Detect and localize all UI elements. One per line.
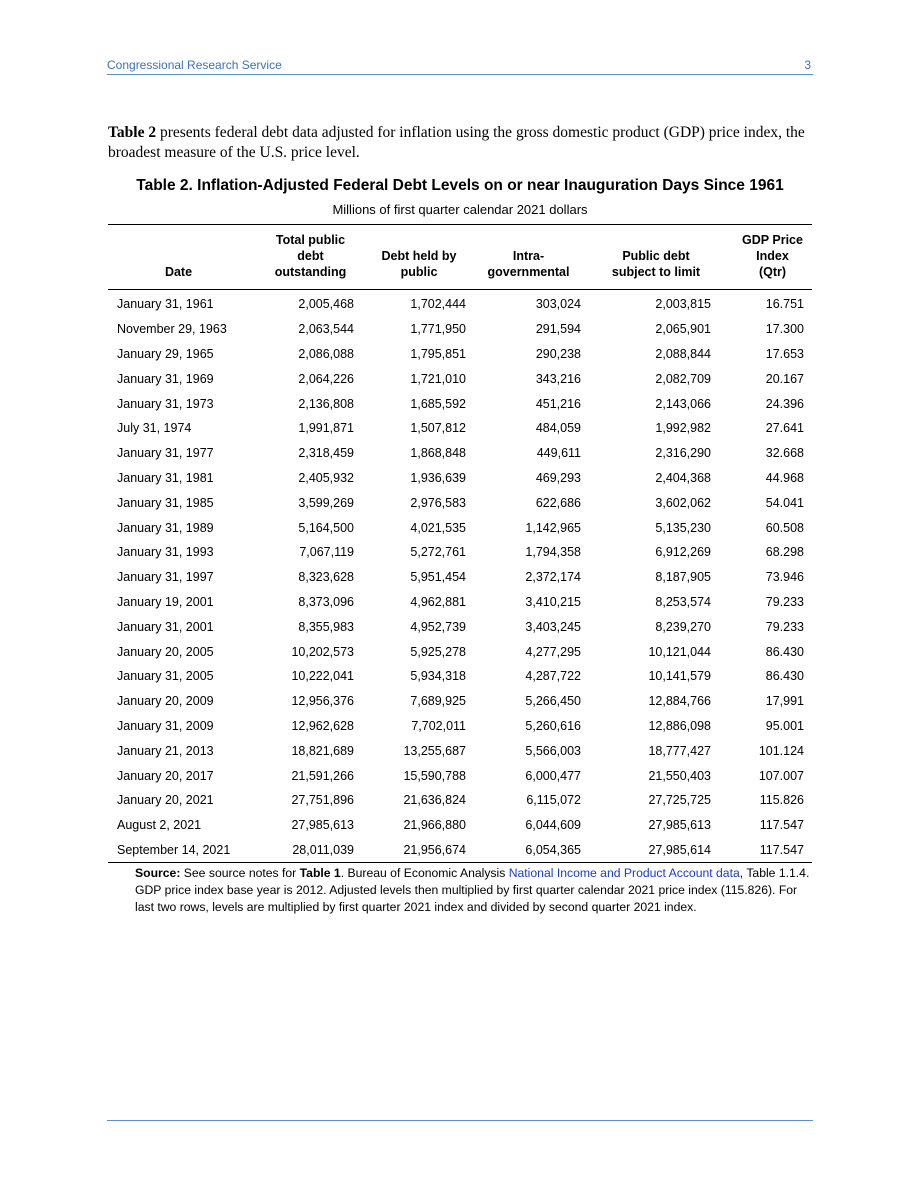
row-value: 484,059 [535,421,581,436]
col-header-subject-limit: Public debt subject to limit [611,249,701,279]
row-date: November 29, 1963 [117,322,227,337]
row-value: 6,054,365 [525,842,581,857]
row-value: 5,934,318 [410,669,466,684]
row-value: 5,135,230 [655,520,711,535]
row-value: 2,316,290 [655,446,711,461]
row-value: 2,318,459 [298,446,354,461]
row-value: 469,293 [535,470,581,485]
row-value: 1,795,851 [410,346,466,361]
row-value: 5,260,616 [525,718,581,733]
row-value: 10,222,041 [291,669,354,684]
row-date: August 2, 2021 [117,818,202,833]
table-row [108,590,812,615]
row-value: 1,991,871 [298,421,354,436]
table-row [108,614,812,639]
table-row [108,763,812,788]
row-value: 1,992,982 [655,421,711,436]
intro-text: presents federal debt data adjusted for inflation using the gross domestic product (GDP) price index, the broadest measure of the U.S. price level. [108,124,805,161]
row-date: January 31, 2009 [117,718,214,733]
row-value: 101.124 [758,743,804,758]
row-value: 6,115,072 [526,793,581,808]
row-value: 622,686 [535,495,581,510]
row-value: 3,410,215 [525,594,581,609]
row-value: 107.007 [758,768,804,783]
row-value: 1,794,358 [525,545,581,560]
table-subtitle: Millions of first quarter calendar 2021 dollars [332,202,588,217]
row-date: January 31, 1969 [117,371,214,386]
row-value: 8,373,096 [298,594,354,609]
table-row [108,441,812,466]
row-value: 12,884,766 [648,694,711,709]
row-date: January 20, 2005 [117,644,214,659]
row-value: 1,936,639 [410,470,466,485]
page-number: 3 [804,58,811,72]
row-value: 60.508 [765,520,804,535]
row-value: 32.668 [765,446,804,461]
row-value: 449,611 [536,446,581,461]
table-row [108,317,812,342]
row-value: 10,121,044 [648,644,711,659]
row-value: 2,136,808 [298,396,354,411]
row-value: 13,255,687 [403,743,466,758]
row-value: 5,925,278 [410,644,466,659]
row-value: 18,777,427 [648,743,711,758]
row-value: 5,272,761 [410,545,466,560]
row-value: 1,142,965 [525,520,581,535]
row-value: 79.233 [765,594,804,609]
row-value: 27,985,613 [291,818,354,833]
source-table-ref: Table 1 [299,866,341,880]
row-value: 12,886,098 [648,718,711,733]
table-row [108,342,812,367]
table-row [108,639,812,664]
row-value: 8,239,270 [655,619,711,634]
table-row [108,540,812,565]
row-value: 290,238 [535,346,581,361]
row-value: 3,602,062 [655,495,711,510]
table-row [108,366,812,391]
row-value: 2,404,368 [655,470,711,485]
row-value: 1,685,592 [410,396,466,411]
row-value: 2,064,226 [298,371,354,386]
row-value: 16.751 [765,297,804,312]
row-value: 4,277,295 [525,644,581,659]
table-row [108,813,812,838]
col-header-date: Date [164,265,193,279]
row-value: 2,088,844 [655,346,711,361]
row-value: 17.653 [765,346,804,361]
row-date: January 20, 2021 [117,793,214,808]
row-value: 8,187,905 [655,570,711,585]
row-value: 17.300 [765,322,804,337]
source-note [135,865,815,916]
row-value: 5,266,450 [525,694,581,709]
row-date: January 31, 2005 [117,669,214,684]
row-value: 2,976,583 [410,495,466,510]
nipa-data-link[interactable]: National Income and Product Account data [508,866,740,880]
row-value: 2,003,815 [655,297,711,312]
row-value: 8,323,628 [298,570,354,585]
row-value: 4,287,722 [525,669,581,684]
row-value: 6,044,609 [525,818,581,833]
row-date: January 31, 2001 [117,619,214,634]
footer-divider [107,1120,813,1121]
row-value: 343,216 [535,371,581,386]
row-value: 21,636,824 [403,793,466,808]
source-text-2: . Bureau of Economic Analysis [340,866,509,880]
table-row [108,490,812,515]
row-value: 2,065,901 [655,322,711,337]
row-value: 21,956,674 [403,842,466,857]
table-row [108,416,812,441]
row-value: 24.396 [765,396,804,411]
table-row [108,738,812,763]
row-value: 20.167 [765,371,804,386]
row-value: 27,725,725 [648,793,711,808]
table-row [108,788,812,813]
row-value: 3,403,245 [525,619,581,634]
row-value: 44.968 [765,470,804,485]
row-value: 291,594 [535,322,581,337]
row-value: 68.298 [765,545,804,560]
row-value: 21,591,266 [291,768,354,783]
col-header-total-debt: Total public debt outstanding [274,233,347,279]
table-row [108,838,812,863]
row-value: 95.001 [765,718,804,733]
row-date: January 31, 1977 [117,446,214,461]
row-value: 2,405,932 [298,470,354,485]
row-value: 117.547 [759,842,804,857]
row-date: January 19, 2001 [117,594,214,609]
row-date: July 31, 1974 [117,421,192,436]
row-value: 27,985,613 [648,818,711,833]
table-row [108,466,812,491]
intro-table-ref: Table 2 [108,124,157,141]
table-header-row [108,225,812,290]
row-value: 86.430 [765,644,804,659]
row-value: 4,952,739 [410,619,466,634]
intro-paragraph [108,123,813,163]
col-header-intragovernmental: Intra- governmental [487,249,570,279]
page-header [107,58,813,75]
row-value: 5,566,003 [525,743,581,758]
row-value: 2,372,174 [525,570,581,585]
row-value: 1,771,950 [410,322,466,337]
row-value: 12,962,628 [291,718,354,733]
row-value: 2,143,066 [655,396,711,411]
row-value: 6,000,477 [525,768,581,783]
row-value: 27.641 [765,421,804,436]
row-value: 1,868,848 [410,446,466,461]
row-value: 7,689,925 [410,694,466,709]
row-value: 21,966,880 [403,818,466,833]
header-organization: Congressional Research Service [107,58,282,72]
row-date: January 31, 1997 [117,570,214,585]
row-value: 8,253,574 [655,594,711,609]
row-value: 7,067,119 [299,545,354,560]
row-value: 15,590,788 [403,768,466,783]
row-date: January 31, 1989 [117,520,214,535]
table-row [108,714,812,739]
row-date: January 20, 2017 [117,768,214,783]
row-date: January 20, 2009 [117,694,214,709]
row-date: January 31, 1981 [117,470,214,485]
row-value: 1,702,444 [410,297,466,312]
table-row [108,664,812,689]
table-row [108,391,812,416]
row-value: 2,005,468 [298,297,354,312]
row-value: 3,599,269 [298,495,354,510]
row-value: 117.547 [759,818,804,833]
row-value: 10,202,573 [291,644,354,659]
row-date: January 31, 1961 [117,297,214,312]
row-value: 6,912,269 [655,545,711,560]
row-value: 10,141,579 [648,669,711,684]
row-value: 7,702,011 [411,718,466,733]
source-text-3: , Table 1.1.4. GDP price index base year is 2012. Adjusted levels then multiplied by first quarter calendar 2021 price index (115.826). For last two rows, levels are multiplied by first quarter 2021 index and divided by second quarter 2021 index. [135,866,810,914]
row-value: 2,063,544 [298,322,354,337]
row-value: 27,985,614 [648,842,711,857]
row-value: 5,164,500 [298,520,354,535]
row-value: 86.430 [765,669,804,684]
table-row [108,565,812,590]
row-value: 2,082,709 [655,371,711,386]
table-row [108,689,812,714]
table-row [108,290,812,317]
row-value: 4,021,535 [410,520,466,535]
row-value: 27,751,896 [291,793,354,808]
row-value: 28,011,039 [292,842,354,857]
row-value: 8,355,983 [298,619,354,634]
table-row [108,515,812,540]
row-date: January 21, 2013 [117,743,214,758]
row-value: 79.233 [765,619,804,634]
row-value: 451,216 [535,396,581,411]
row-value: 303,024 [535,297,581,312]
debt-table [108,224,812,863]
row-date: January 31, 1973 [117,396,214,411]
row-date: January 31, 1985 [117,495,214,510]
col-header-gdp-index: GDP Price Index (Qtr) [742,233,803,279]
row-date: September 14, 2021 [117,842,231,857]
source-text-1: See source notes for [180,866,300,880]
col-header-debt-public: Debt held by public [381,249,457,279]
row-value: 1,507,812 [410,421,466,436]
row-value: 4,962,881 [410,594,466,609]
row-date: January 31, 1993 [117,545,214,560]
row-value: 18,821,689 [291,743,354,758]
row-value: 5,951,454 [410,570,466,585]
row-date: January 29, 1965 [117,346,214,361]
table-title: Table 2. Inflation-Adjusted Federal Debt Levels on or near Inauguration Days Since 1961 [136,177,784,194]
row-value: 54.041 [765,495,804,510]
row-value: 12,956,376 [291,694,354,709]
row-value: 1,721,010 [410,371,466,386]
source-label: Source: [135,866,181,880]
row-value: 73.946 [765,570,804,585]
row-value: 17,991 [765,694,804,709]
row-value: 2,086,088 [298,346,354,361]
row-value: 21,550,403 [648,768,711,783]
row-value: 115.826 [759,793,804,808]
